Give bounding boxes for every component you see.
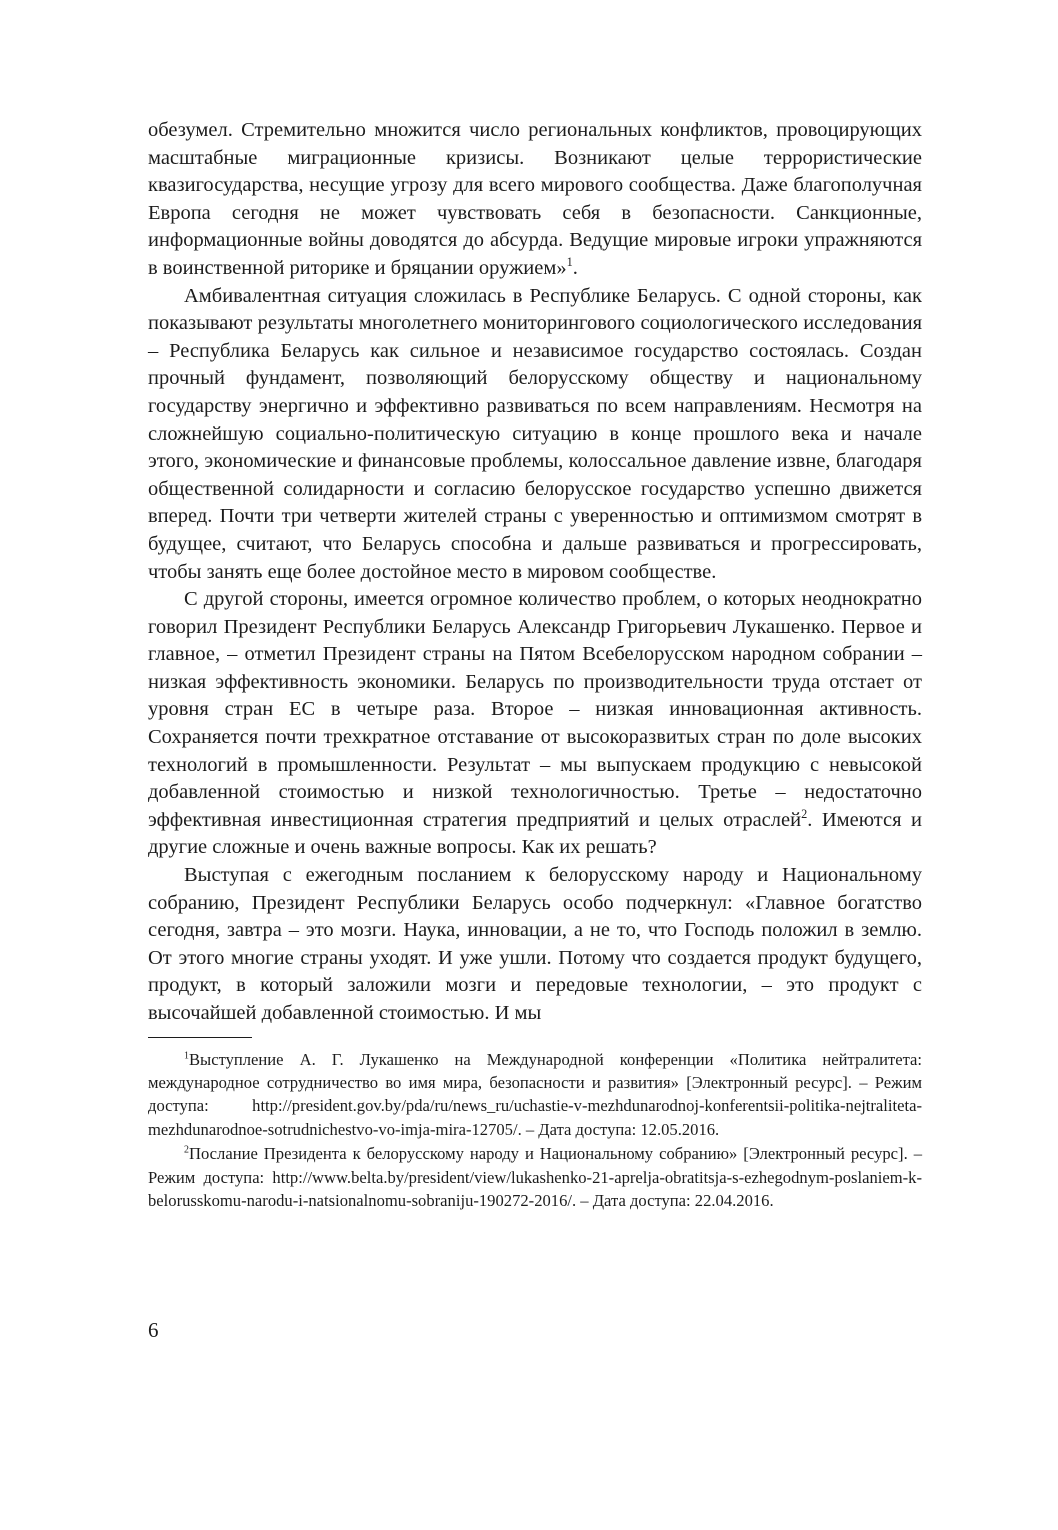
footnote-ref-2[interactable]: 2 (801, 807, 808, 822)
paragraph-4: Выступая с ежегодным посланием к белорусскому народу и Национальному собранию, Президент Республики Беларусь особо подчеркнул: «Главное богатство сегодня, завтра – это мозги. Наука, инновации, а не то, что Господь положил в землю. От этого многие страны уходят. И уже ушли. Потому что создается продукт будущего, продукт, в который заложили мозги и передовые технологии, – это продукт с высочайшей добавленной стоимостью. И мы (148, 864, 922, 1024)
body-text (148, 117, 922, 1028)
footnote-2-number: 2 (184, 1144, 189, 1156)
footnote-2 (148, 1142, 922, 1212)
paragraph-1-text: обезумел. Стремительно множится число региональных конфликтов, провоцирующих масштабные миграционные кризисы. Возникают целые террористические квазигосударства, несущие угрозу для всего мирового сообщества. Даже благополучная Европа сегодня не может чувствовать себя в безопасности. Санкционные, информационные войны доводятся до абсурда. Ведущие мировые игроки упражняются в воинственной риторике и бряцании оружием» (148, 119, 922, 279)
footnote-ref-1[interactable]: 1 (566, 255, 573, 270)
footnote-1-number: 1 (184, 1050, 189, 1062)
footnote-1 (148, 1048, 922, 1142)
paragraph-3 (148, 586, 922, 862)
footnote-separator (148, 1037, 252, 1038)
footnote-1-text: Выступление А. Г. Лукашенко на Международной конференции «Политика нейтралитета: международное сотрудничество во имя мира, безопасности и развития» [Электронный ресурс]. – Режим доступа: http://president.gov.by/pda/ru/news_ru/uchastie-v-mezhdunarodnoj-konferentsii-politika-nejtraliteta-mezhdunarodnoe-sotrudnichestvo-vo-imja-mira-12705/. – Дата доступа: 12.05.2016. (148, 1049, 922, 1139)
paragraph-3-text: С другой стороны, имеется огромное количество проблем, о которых неоднократно говорил Президент Республики Беларусь Александр Григорьевич Лукашенко. Первое и главное, – отметил Президент страны на Пятом Всебелорусском народном собрании – низкая эффективность экономики. Беларусь по производительности труда отстает от уровня стран ЕС в четыре раза. Второе – низкая инновационная активность. Сохраняется почти трехкратное отставание от высокоразвитых стран по доле высоких технологий в промышленности. Результат – мы выпускаем продукцию с невысокой добавленной стоимостью и низкой технологичностью. Третье – недостаточно эффективная инвестиционная стратегия предприятий и целых отраслей (148, 588, 922, 831)
paragraph-3-tail: . Имеются и другие сложные и очень важные вопросы. Как их решать? (148, 808, 922, 859)
footnote-2-text: Послание Президента к белорусскому народу и Национальному собранию» [Электронный ресурс]. – Режим доступа: http://www.belta.by/president/view/lukashenko-21-aprelja-obratitsja-s-ezhegodnym-poslaniem-k-belorusskomu-narodu-i-natsionalnomu-sobraniju-190272-2016/. – Дата доступа: 22.04.2016. (148, 1144, 922, 1211)
paragraph-2: Амбивалентная ситуация сложилась в Республике Беларусь. С одной стороны, как показывают результаты многолетнего мониторингового социологического исследования – Республика Беларусь как сильное и независимое государство состоялась. Создан прочный фундамент, позволяющий белорусскому обществу и национальному государству энергично и эффективно развиваться по всем направлениям. Несмотря на сложнейшую социально-политическую ситуацию в конце прошлого века и начале этого, экономические и финансовые проблемы, колоссальное давление извне, благодаря общественной солидарности и согласию белорусское государство успешно движется вперед. Почти три четверти жителей страны с уверенностью и оптимизмом смотрят в будущее, считают, что Беларусь способна и дальше развиваться и прогрессировать, чтобы занять еще более достойное место в мировом сообществе. (148, 284, 922, 583)
page-number: 6 (148, 1318, 159, 1342)
paragraph-1 (148, 117, 922, 283)
paragraph-1-end: . (572, 256, 578, 279)
document-page (148, 117, 922, 1212)
footnotes (148, 1048, 922, 1213)
